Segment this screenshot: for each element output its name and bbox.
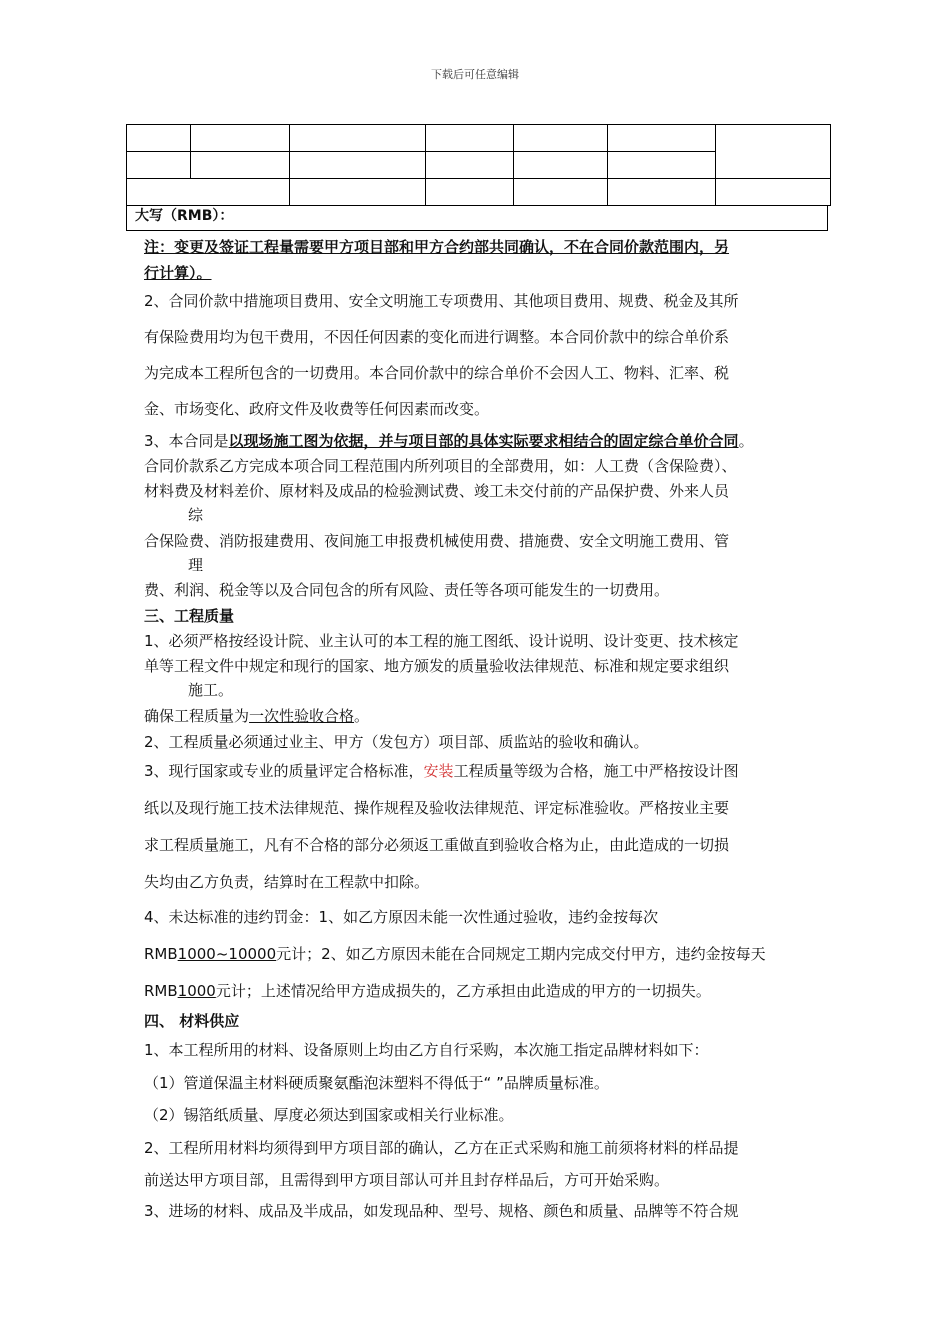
table-cell bbox=[191, 152, 290, 179]
table-cell bbox=[191, 125, 290, 152]
paragraph-line bbox=[144, 760, 739, 781]
paragraph-line: 失均由乙方负责，结算时在工程款中扣除。 bbox=[144, 873, 430, 891]
paragraph-line: 前送达甲方项目部，且需得到甲方项目部认可并且封存样品后，方可开始采购。 bbox=[144, 1171, 670, 1189]
paragraph-line: 2、合同价款中措施项目费用、安全文明施工专项费用、其他项目费用、规费、税金及其所 bbox=[144, 292, 739, 310]
paragraph-line: 纸以及现行施工技术法律规范、操作规程及验收法律规范、评定标准验收。严格按业主要 bbox=[144, 799, 730, 817]
paragraph-line: 金、市场变化、政府文件及收费等任何因素而改变。 bbox=[144, 400, 490, 418]
highlighted-text: 安装 bbox=[423, 762, 454, 780]
table-cell bbox=[290, 179, 426, 206]
section-heading: 四、 材料供应 bbox=[144, 1012, 240, 1030]
paragraph-line: 单等工程文件中规定和现行的国家、地方颁发的质量验收法律规范、标准和规定要求组织 bbox=[144, 657, 730, 675]
table-cell bbox=[514, 152, 608, 179]
price-table bbox=[126, 124, 831, 206]
text-span: 元计；2、如乙方原因未能在合同规定工期内完成交付甲方，违约金按每天 bbox=[276, 945, 766, 963]
paragraph-line: 合保险费、消防报建费用、夜间施工申报费机械使用费、措施费、安全文明施工费用、管 bbox=[144, 532, 730, 550]
text-span: RMB bbox=[144, 945, 178, 963]
paragraph-line: 4、未达标准的违约罚金：1、如乙方原因未能一次性通过验收，违约金按每次 bbox=[144, 908, 659, 926]
text-span: 元计；上述情况给甲方造成损失的，乙方承担由此造成的甲方的一切损失。 bbox=[215, 982, 711, 1000]
paragraph-line: 求工程质量施工，凡有不合格的部分必须返工重做直到验收合格为止，由此造成的一切损 bbox=[144, 836, 730, 854]
table-cell bbox=[127, 125, 191, 152]
paragraph-line: （1）管道保温主材料硬质聚氨酯泡沫塑料不得低于“ ”品牌质量标准。 bbox=[144, 1074, 609, 1092]
paragraph-line bbox=[144, 430, 754, 451]
table-cell bbox=[426, 125, 514, 152]
text-span: 确保工程质量为 bbox=[144, 707, 250, 725]
text-span: 。 bbox=[354, 707, 370, 725]
page-header-note: 下载后可任意编辑 bbox=[431, 68, 519, 81]
paragraph-line bbox=[144, 943, 766, 964]
table-row bbox=[127, 125, 831, 152]
paragraph-line: 2、工程所用材料均须得到甲方项目部的确认，乙方在正式采购和施工前须将材料的样品提 bbox=[144, 1139, 739, 1157]
table-cell bbox=[514, 125, 608, 152]
table-row bbox=[127, 179, 831, 206]
text-span: 3、现行国家或专业的质量评定合格标准， bbox=[144, 762, 424, 780]
section-heading: 三、工程质量 bbox=[144, 607, 235, 625]
table-cell bbox=[608, 152, 716, 179]
emphasis-text: 以现场施工图为依据，并与项目部的具体实际要求相结合的固定综合单价合同 bbox=[228, 432, 739, 450]
note-line: 行计算）。 bbox=[144, 264, 212, 282]
table-cell bbox=[716, 125, 831, 179]
text-span: RMB bbox=[144, 982, 178, 1000]
paragraph-line bbox=[144, 980, 711, 1001]
amount-in-words: 大写（RMB）： bbox=[126, 205, 828, 231]
paragraph-line: 1、必须严格按经设计院、业主认可的本工程的施工图纸、设计说明、设计变更、技术核定 bbox=[144, 632, 739, 650]
paragraph-line bbox=[144, 705, 369, 726]
paragraph-line: 为完成本工程所包含的一切费用。本合同价款中的综合单价不会因人工、物料、汇率、税 bbox=[144, 364, 730, 382]
paragraph-line: 有保险费用均为包干费用，不因任何因素的变化而进行调整。本合同价款中的综合单价系 bbox=[144, 328, 730, 346]
table-cell bbox=[426, 179, 514, 206]
paragraph-line: 合同价款系乙方完成本项合同工程范围内所列项目的全部费用，如：人工费（含保险费）、 bbox=[144, 457, 737, 475]
text-span: 3、本合同是 bbox=[144, 432, 229, 450]
paragraph-line: （2）锡箔纸质量、厚度必须达到国家或相关行业标准。 bbox=[144, 1106, 514, 1124]
paragraph-line: 综 bbox=[188, 506, 204, 524]
table-cell bbox=[426, 152, 514, 179]
text-span: 工程质量等级为合格，施工中严格按设计图 bbox=[453, 762, 739, 780]
paragraph-line: 2、工程质量必须通过业主、甲方（发包方）项目部、质监站的验收和确认。 bbox=[144, 733, 649, 751]
paragraph-line: 施工。 bbox=[188, 681, 234, 699]
table-cell bbox=[290, 125, 426, 152]
paragraph-line: 3、进场的材料、成品及半成品，如发现品种、型号、规格、颜色和质量、品牌等不符合规 bbox=[144, 1202, 739, 1220]
table-cell bbox=[127, 152, 191, 179]
table-cell bbox=[608, 125, 716, 152]
underlined-text: 1000 bbox=[177, 982, 216, 1000]
paragraph-line: 费、利润、税金等以及合同包含的所有风险、责任等各项可能发生的一切费用。 bbox=[144, 581, 670, 599]
table-cell bbox=[127, 179, 290, 206]
text-span: 。 bbox=[738, 432, 754, 450]
table-cell bbox=[514, 179, 608, 206]
underlined-text: 1000~10000 bbox=[177, 945, 277, 963]
note-line: 注：变更及签证工程量需要甲方项目部和甲方合约部共同确认，不在合同价款范围内，另 bbox=[144, 238, 730, 256]
table-cell bbox=[716, 179, 831, 206]
paragraph-line: 理 bbox=[188, 556, 204, 574]
paragraph-line: 材料费及材料差价、原材料及成品的检验测试费、竣工未交付前的产品保护费、外来人员 bbox=[144, 482, 730, 500]
table-cell bbox=[608, 179, 716, 206]
underlined-text: 一次性验收合格 bbox=[249, 707, 355, 725]
table-cell bbox=[290, 152, 426, 179]
paragraph-line: 1、本工程所用的材料、设备原则上均由乙方自行采购，本次施工指定品牌材料如下： bbox=[144, 1041, 709, 1059]
